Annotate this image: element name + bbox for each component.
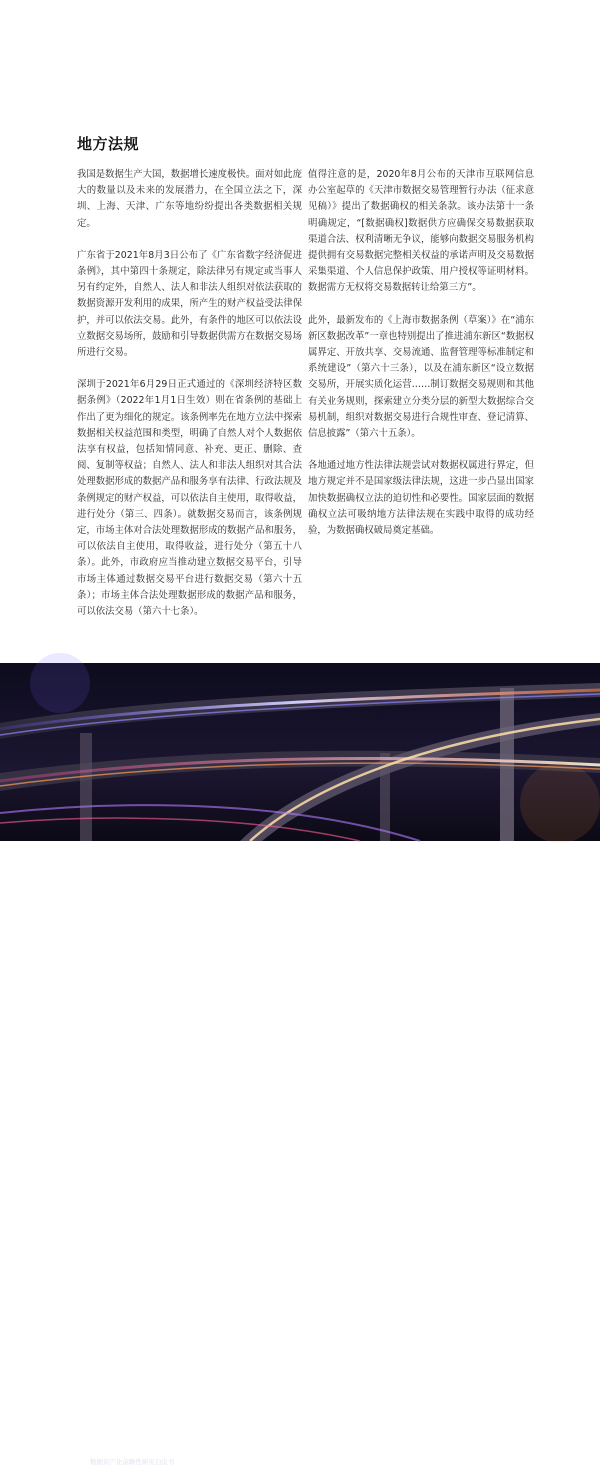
highway-illustration — [0, 663, 600, 841]
paragraph: 此外，最新发布的《上海市数据条例（草案）》在“浦东新区数据改革”一章也特别提出了推进浦东新区“数据权属界定、开放共享、交易流通、监督管理等标准制定和系统建设”（第六十三条），以及在浦东新区“设立数据交易所，开展实质化运营……制订数据交易规则和其他有关业务规则，探索建立分类分层的新型大数据综合交易机制，组织对数据交易进行合规性审查、登记清算、信息披露”（第六十五条）。 — [308, 314, 534, 440]
footer-caption: 数据资产化前瞻性研究白皮书 — [90, 1458, 175, 1466]
highway-night-photo — [0, 663, 600, 1466]
paragraph: 深圳于2021年6月29日正式通过的《深圳经济特区数据条例》（2022年1月1日生效）则在省条例的基础上作出了更为细化的规定。该条例率先在地方立法中探索数据相关权益范围和类型，明确了自然人对个人数据依法享有权益，包括知情同意、补充、更正、删除、查阅、复制等权益；自然人、法人和非法人组织对其合法处理数据形成的数据产品和服务享有法律、行政法规及条例规定的财产权益，可以依法自主使用，取得收益，进行处分（第三、四条）。就数据交易而言，该条例规定，市场主体对合法处理数据形成的数据产品和服务，可以依法自主使用，取得收益，进行处分（第五十八条）。此外，市政府应当推动建立数据交易平台，引导市场主体通过数据交易平台进行数据交易（第六十五条）；市场主体合法处理数据形成的数据产品和服务，可以依法交易（第六十七条）。 — [77, 379, 303, 618]
right-text-column — [308, 167, 534, 555]
paragraph: 值得注意的是，2020年8月公布的天津市互联网信息办公室起草的《天津市数据交易管理暂行办法（征求意见稿）》提出了数据确权的相关条款。该办法第十一条明确规定，“[数据确权]数据供方应确保交易数据获取渠道合法、权利清晰无争议，能够向数据交易服务机构提供拥有交易数据完整相关权益的承诺声明及交易数据采集渠道、个人信息保护政策、用户授权等证明材料。数据需方无权将交易数据转让给第三方”。 — [308, 169, 534, 294]
section-title: 地方法规 — [77, 135, 140, 153]
paragraph: 我国是数据生产大国，数据增长速度极快。面对如此庞大的数量以及未来的发展潜力，在全国立法之下，深圳、上海、天津、广东等地纷纷提出各类数据相关规定。 — [77, 169, 303, 229]
left-text-column — [77, 167, 302, 636]
paragraph: 各地通过地方性法律法规尝试对数据权属进行界定，但地方规定并不是国家级法律法规，这进一步凸显出国家加快数据确权立法的迫切性和必要性。国家层面的数据确权立法可吸纳地方法律法规在实践中取得的成功经验，为数据确权破局奠定基础。 — [308, 460, 534, 537]
paragraph: 广东省于2021年8月3日公布了《广东省数字经济促进条例》，其中第四十条规定，除法律另有规定或当事人另有约定外，自然人、法人和非法人组织对依法获取的数据资源开发利用的成果，所产生的财产权益受法律保护，并可以依法交易。此外，有条件的地区可以依法设立数据交易场所，鼓励和引导数据供需方在数据交易场所进行交易。 — [77, 249, 303, 359]
